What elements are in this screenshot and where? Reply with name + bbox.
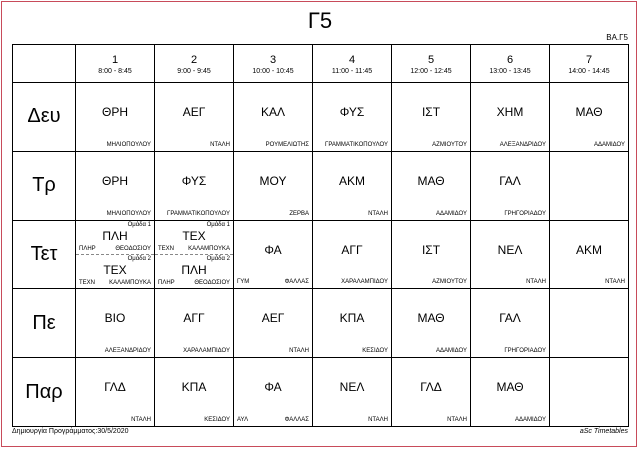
period-header [550,45,629,83]
lesson-teacher: ΑΖΜΙΟΥΤΟΥ [432,141,467,148]
lesson-subject: ΚΑΛ [260,105,286,119]
lesson-teacher: ΜΗΛΙΟΠΟΥΛΟΥ [106,141,151,148]
lesson-subject: ΑΕΓ [261,311,285,326]
lesson-subject: ΝΕΛ [339,380,365,395]
lesson-teacher: ΚΑΛΑΜΠΟΥΚΑ [188,246,230,253]
lesson-subject: ΤΕΧ [103,262,127,277]
lesson-cell [313,358,392,427]
lesson-teacher: ΝΤΑΛΗ [368,210,388,217]
period-time: 11:00 - 11:45 [331,68,373,75]
lesson-subject: ΑΓΓ [183,311,205,326]
day-row-wednesday [13,220,629,289]
lesson-subject: ΙΣΤ [421,105,441,119]
lesson-subject: ΜΟΥ [259,173,287,188]
lesson-cell [392,220,471,289]
lesson-cell [392,151,471,220]
lesson-teacher: ΝΤΑΛΗ [447,416,467,423]
lesson-subject: ΦΥΣ [339,105,365,119]
lesson-cell [313,83,392,152]
lesson-subject: ΜΑΘ [417,311,445,326]
lesson-room: ΓΥΜ [237,279,250,286]
lesson-teacher: ΑΔΑΜΙΔΟΥ [514,416,546,423]
lesson-cell [550,83,629,152]
group-2-half [155,255,233,289]
lesson-teacher: ΝΤΑΛΗ [526,279,546,286]
lesson-cell [155,83,234,152]
empty-cell [550,289,629,358]
lesson-teacher: ΡΟΥΜΕΛΙΩΤΗΣ [265,141,309,148]
lesson-cell [550,220,629,289]
lesson-subject: ΚΠΑ [339,311,365,326]
lesson-subject: ΒΙΟ [104,311,126,326]
group-1-half [76,221,154,256]
day-label: Παρ [13,358,76,427]
lesson-subject: ΚΠΑ [181,380,207,395]
period-header [471,45,550,83]
lesson-subject: ΙΣΤ [421,242,441,257]
lesson-cell [234,289,313,358]
lesson-teacher: ΓΡΗΓΟΡΙΑΔΟΥ [504,210,546,217]
lesson-teacher: ΑΔΑΜΙΔΟΥ [435,210,467,217]
lesson-subject: ΓΛΔ [420,380,442,395]
lesson-cell [471,151,550,220]
split-lesson-cell [155,220,234,289]
lesson-teacher: ΑΖΜΙΟΥΤΟΥ [432,279,467,286]
software-credit: aSc Timetables [579,428,628,435]
lesson-teacher: ΑΔΑΜΙΔΟΥ [435,348,467,355]
lesson-teacher: ΚΑΛΑΜΠΟΥΚΑ [109,280,151,287]
lesson-teacher: ΘΕΟΔΟΣΙΟΥ [194,280,230,287]
lesson-cell [471,358,550,427]
day-label: Τετ [13,220,76,289]
group-label: Ομάδα 1 [127,221,151,228]
timetable-grid [12,44,629,427]
period-time: 9:00 - 9:45 [177,68,211,75]
lesson-teacher: ΝΤΑΛΗ [289,348,309,355]
lesson-teacher: ΖΕΡΒΑ [289,210,309,217]
group-label: Ομάδα 1 [206,221,230,228]
lesson-cell [155,358,234,427]
group-label: Ομάδα 2 [206,255,230,262]
lesson-teacher: ΘΕΟΔΟΣΙΟΥ [115,246,151,253]
lesson-subject: ΜΑΘ [417,173,445,188]
day-label: Πε [13,289,76,358]
split-lesson-cell [76,220,155,289]
period-number: 3 [269,54,277,66]
lesson-room: ΑΥΛ [237,416,249,423]
lesson-cell [234,151,313,220]
lesson-cell [234,358,313,427]
lesson-subject: ΦΥΣ [181,173,207,188]
timetable-title: Γ5 [307,8,333,33]
lesson-cell [76,358,155,427]
lesson-teacher: ΝΤΑΛΗ [131,416,151,423]
empty-cell [550,358,629,427]
lesson-teacher: ΚΕΣΙΔΟΥ [362,348,388,355]
lesson-cell [392,358,471,427]
lesson-cell [313,220,392,289]
lesson-teacher: ΦΑΛΛΑΣ [284,416,309,423]
period-time: 13:00 - 13:45 [489,68,531,75]
lesson-subject: ΑΓΓ [341,242,363,257]
lesson-subject: ΓΛΔ [104,380,126,395]
group-1-half [155,221,233,256]
lesson-teacher: ΑΔΑΜΙΔΟΥ [593,141,625,148]
period-number: 6 [506,54,514,66]
period-header [234,45,313,83]
group-label: Ομάδα 2 [127,255,151,262]
lesson-subject: ΜΑΘ [575,105,603,119]
lesson-subject: ΑΕΓ [182,105,206,119]
lesson-teacher: ΝΤΑΛΗ [605,279,625,286]
lesson-cell [155,151,234,220]
lesson-room: ΤΕΧΝ [79,280,96,287]
lesson-teacher: ΧΑΡΑΛΑΜΠΙΔΟΥ [183,348,230,355]
lesson-teacher: ΚΕΣΙΔΟΥ [204,416,230,423]
group-2-half [76,255,154,289]
period-number: 1 [111,54,119,66]
period-header [313,45,392,83]
lesson-subject: ΘΡΗ [101,105,128,119]
lesson-cell [76,289,155,358]
lesson-subject: ΤΕΧ [182,228,206,243]
day-row-tuesday [13,151,629,220]
periods-header-row [13,45,629,83]
day-label: Τρ [13,151,76,220]
lesson-cell [392,289,471,358]
lesson-subject: ΠΛΗ [102,228,128,243]
lesson-subject: ΘΡΗ [101,173,128,188]
day-row-thursday [13,289,629,358]
lesson-subject: ΓΑΛ [499,173,521,188]
lesson-cell [471,220,550,289]
lesson-cell [234,83,313,152]
period-time: 12:00 - 12:45 [410,68,452,75]
lesson-cell [471,289,550,358]
lesson-teacher: ΝΤΑΛΗ [210,141,230,148]
lesson-teacher: ΜΗΛΙΟΠΟΥΛΟΥ [106,210,151,217]
lesson-cell [392,83,471,152]
period-header [392,45,471,83]
period-header [155,45,234,83]
lesson-teacher: ΑΛΕΞΑΝΔΡΙΔΟΥ [499,141,546,148]
lesson-subject: ΝΕΛ [497,242,523,257]
lesson-subject: ΦΑ [264,380,282,395]
lesson-teacher: ΓΡΑΜΜΑΤΙΚΟΠΟΥΛΟΥ [167,210,230,217]
lesson-cell [313,151,392,220]
period-number: 5 [427,54,435,66]
lesson-cell [471,83,550,152]
period-time: 14:00 - 14:45 [568,68,610,75]
lesson-subject: ΓΑΛ [499,311,521,326]
lesson-teacher: ΓΡΗΓΟΡΙΑΔΟΥ [504,348,546,355]
lesson-room: ΤΕΧΝ [158,246,175,253]
lesson-teacher: ΦΑΛΛΑΣ [284,279,309,286]
period-time: 8:00 - 8:45 [98,68,132,75]
lesson-cell [313,289,392,358]
period-number: 7 [585,54,593,66]
lesson-teacher: ΧΑΡΑΛΑΜΠΙΔΟΥ [341,279,388,286]
lesson-subject: ΑΚΜ [338,173,365,188]
lesson-subject: ΠΛΗ [181,262,207,277]
period-header [76,45,155,83]
lesson-cell [76,83,155,152]
empty-cell [550,151,629,220]
lesson-subject: ΧΗΜ [496,105,524,119]
lesson-subject: ΜΑΘ [496,380,524,395]
lesson-teacher: ΝΤΑΛΗ [368,416,388,423]
class-code: ΒΑ.Γ5 [606,33,628,42]
lesson-room: ΠΛΗΡ [79,246,96,253]
period-number: 2 [190,54,198,66]
created-date: Δημιουργία Προγράμματος:30/5/2020 [12,428,129,435]
lesson-cell [155,289,234,358]
lesson-cell [234,220,313,289]
lesson-subject: ΑΚΜ [575,242,602,257]
lesson-subject: ΦΑ [264,242,282,257]
lesson-cell [76,151,155,220]
lesson-room: ΠΛΗΡ [158,280,175,287]
period-time: 10:00 - 10:45 [252,68,294,75]
corner-cell [13,45,76,83]
period-number: 4 [348,54,356,66]
lesson-teacher: ΓΡΑΜΜΑΤΙΚΟΠΟΥΛΟΥ [325,141,388,148]
day-row-monday [13,83,629,152]
lesson-teacher: ΑΛΕΞΑΝΔΡΙΔΟΥ [104,348,151,355]
day-label: Δευ [13,83,76,152]
day-row-friday [13,358,629,427]
